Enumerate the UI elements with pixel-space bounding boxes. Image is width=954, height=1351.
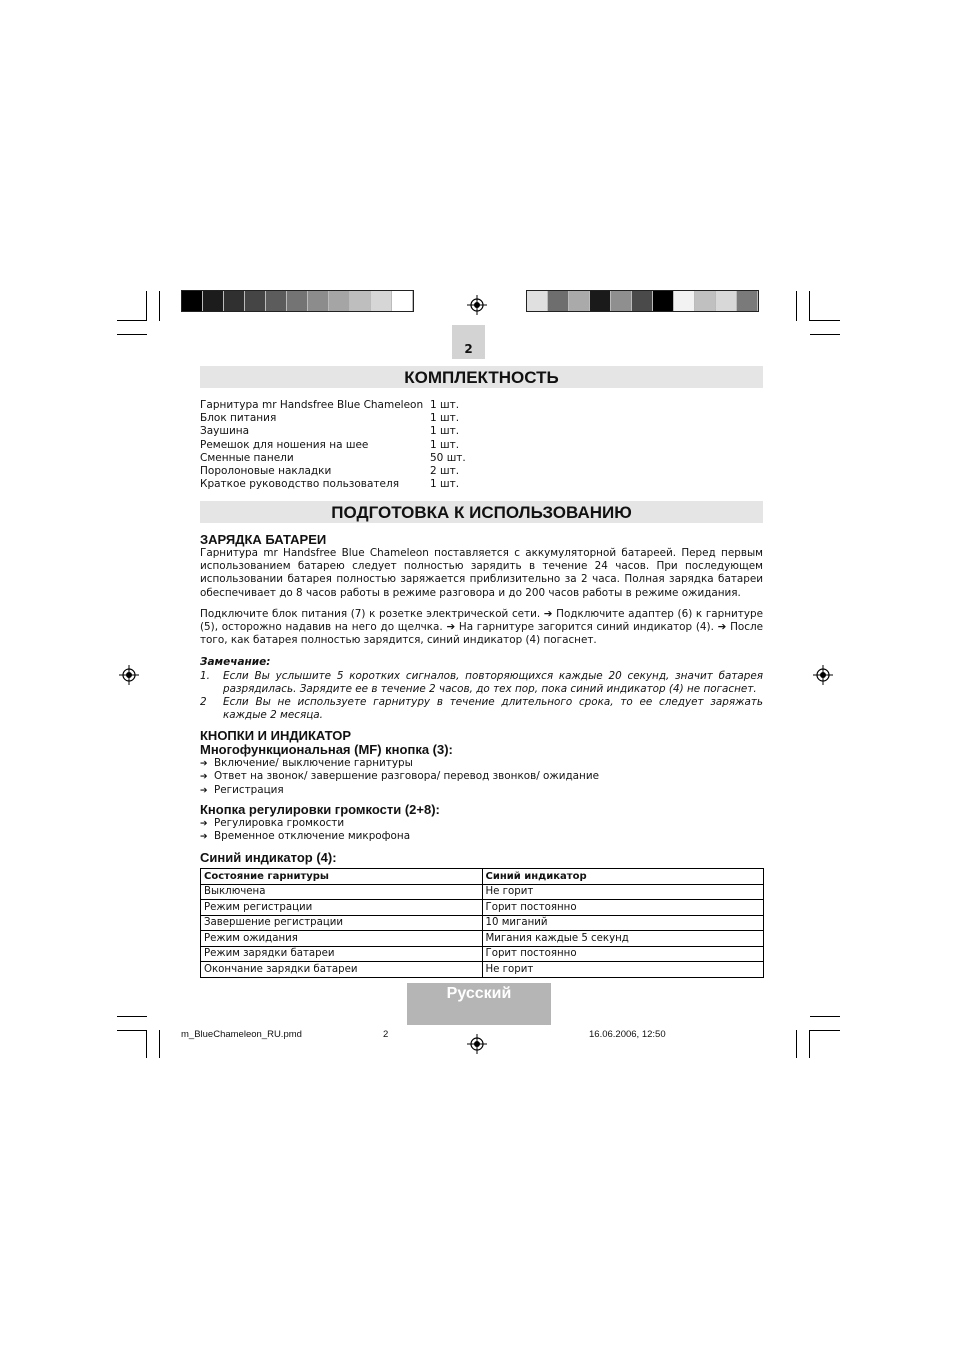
kit-item-name: Сменные панели (200, 451, 294, 464)
indicator-heading: Синий индикатор (4): (200, 850, 337, 865)
arrow-icon: ➔ (200, 772, 208, 783)
arrow-icon: ➔ (200, 785, 208, 796)
arrow-icon: ➔ (200, 832, 208, 843)
kit-item (200, 438, 460, 452)
crop-mark (117, 320, 147, 321)
color-swatch (287, 291, 308, 311)
table-cell: Горит постоянно (482, 900, 764, 916)
color-swatch (716, 291, 737, 311)
table-cell: Завершение регистрации (201, 915, 483, 931)
table-cell: Не горит (482, 884, 764, 900)
table-row (201, 962, 764, 978)
crop-mark (117, 1016, 147, 1017)
color-swatch (590, 291, 611, 311)
table-cell: Окончание зарядки батареи (201, 962, 483, 978)
color-swatch (266, 291, 287, 311)
table-row (201, 884, 764, 900)
buttons-heading: КНОПКИ И ИНДИКАТОР (200, 728, 352, 743)
kit-item-name: Краткое руководство пользователя (200, 478, 400, 491)
bullet-item (200, 757, 413, 771)
kit-item (200, 399, 460, 412)
color-swatch (308, 291, 329, 311)
kit-item-qty: 1 шт. (430, 425, 460, 438)
bullet-item (200, 817, 344, 831)
registration-mark-icon (813, 665, 833, 685)
page-number: 2 (452, 325, 485, 359)
table-header: Состояние гарнитуры (201, 869, 483, 885)
color-swatch (548, 291, 569, 311)
color-swatch (182, 291, 203, 311)
battery-heading: ЗАРЯДКА БАТАРЕИ (200, 532, 327, 547)
crop-mark (146, 1030, 147, 1058)
bullet-text: Регулировка громкости (214, 817, 345, 829)
color-swatch (527, 291, 548, 311)
kit-item-qty: 1 шт. (430, 438, 460, 451)
registration-mark-icon (119, 665, 139, 685)
kit-item-name: Блок питания (200, 412, 277, 425)
mf-heading: Многофункциональная (MF) кнопка (3): (200, 742, 453, 757)
note-text: Если Вы не используете гарнитуру в течение длительного срока, то ее следует заряжать каждые 2 месяца. (223, 696, 763, 721)
crop-mark (159, 291, 160, 321)
color-swatch (371, 291, 392, 311)
color-swatch (203, 291, 224, 311)
table-cell: Не горит (482, 962, 764, 978)
kit-item (200, 465, 460, 478)
registration-mark-icon (467, 1034, 487, 1054)
kit-item-name: Заушина (200, 425, 250, 438)
registration-mark-icon (467, 295, 487, 315)
kit-item-qty: 2 шт. (430, 465, 460, 477)
table-header-row (201, 869, 764, 885)
kit-item-qty: 1 шт. (430, 478, 460, 491)
note-number: 1. (200, 670, 210, 682)
bullet-text: Включение/ выключение гарнитуры (214, 757, 413, 769)
color-swatch (569, 291, 590, 311)
crop-mark (810, 1030, 840, 1031)
kit-item-qty: 1 шт. (430, 412, 460, 425)
bullet-item (200, 784, 284, 798)
color-swatch (611, 291, 632, 311)
table-row (201, 915, 764, 931)
connect-paragraph: Подключите блок питания (7) к розетке электрической сети. ➔ Подключите адаптер (6) к гарнитуре (5), осторожно надавив на него до щелчка. ➔ На гарнитуре загорится синий индикатор (4). ➔ После того, как батарея полностью зарядится, синий индикатор (4) погаснет. (200, 608, 763, 647)
section-title-preparation: ПОДГОТОВКА К ИСПОЛЬЗОВАНИЮ (200, 501, 763, 523)
crop-mark (159, 1030, 160, 1058)
kit-item (200, 412, 460, 425)
color-swatch (224, 291, 245, 311)
crop-mark (810, 334, 840, 335)
kit-item-qty: 1 шт. (430, 399, 460, 411)
note-number: 2 (200, 696, 207, 708)
note-item (200, 696, 763, 722)
note-title: Замечание: (200, 656, 271, 668)
language-tab: Русский (407, 983, 551, 1025)
indicator-table (200, 868, 764, 978)
table-cell: Режим регистрации (201, 900, 483, 916)
table-cell: 10 миганий (482, 915, 764, 931)
color-swatch (674, 291, 695, 311)
kit-item-qty: 50 шт. (430, 451, 466, 464)
note-item (200, 670, 763, 696)
crop-mark (796, 1030, 797, 1058)
color-swatch (632, 291, 653, 311)
footer-filename: m_BlueChameleon_RU.pmd (181, 1029, 302, 1040)
bullet-text: Регистрация (214, 783, 284, 796)
arrow-icon: ➔ (200, 759, 208, 769)
table-cell: Выключена (201, 884, 483, 900)
color-swatch (245, 291, 266, 311)
bullet-item (200, 830, 410, 844)
color-swatch (653, 291, 674, 311)
crop-mark (810, 320, 840, 321)
kit-item-name: Гарнитура mr Handsfree Blue Chameleon (200, 399, 424, 411)
crop-mark (809, 1030, 810, 1058)
kit-item (200, 478, 460, 491)
footer-datetime: 16.06.2006, 12:50 (589, 1029, 666, 1040)
kit-item-name: Ремешок для ношения на шее (200, 438, 369, 451)
table-cell: Режим ожидания (201, 931, 483, 947)
color-swatch (329, 291, 350, 311)
table-row (201, 900, 764, 916)
table-cell: Режим зарядки батареи (201, 946, 483, 962)
bullet-item (200, 770, 599, 784)
crop-mark (146, 291, 147, 321)
kit-item (200, 425, 460, 438)
crop-mark (809, 291, 810, 321)
arrow-icon: ➔ (200, 819, 208, 829)
color-bar-right (526, 290, 759, 312)
color-swatch (350, 291, 371, 311)
volume-heading: Кнопка регулировки громкости (2+8): (200, 802, 440, 817)
table-cell: Горит постоянно (482, 946, 764, 962)
note-text: Если Вы услышите 5 коротких сигналов, повторяющихся каждые 20 секунд, значит батарея разрядилась. Зарядите ее в течение 2 часов, до тех пор, пока синий индикатор (4) не погаснет. (223, 670, 763, 695)
crop-mark (810, 1016, 840, 1017)
color-swatch (737, 291, 758, 311)
table-cell: Мигания каждые 5 секунд (482, 931, 764, 947)
bullet-text: Ответ на звонок/ завершение разговора/ перевод звонков/ ожидание (214, 770, 599, 783)
kit-item (200, 451, 466, 465)
kit-item-name: Поролоновые накладки (200, 465, 332, 477)
crop-mark (796, 291, 797, 321)
footer-page: 2 (383, 1029, 389, 1040)
color-bar-left (181, 290, 414, 312)
crop-mark (117, 1030, 147, 1031)
battery-paragraph: Гарнитура mr Handsfree Blue Chameleon поставляется с аккумуляторной батареей. Перед первым использованием батарею следует полностью зарядить в течение 24 часов. При последующем использовании батарея полностью заряжается приблизительно за 2 часа. Полная зарядка батареи обеспечивает до 8 часов работы в режиме разговора и до 200 часов работы в режиме ожидания. (200, 547, 763, 599)
table-row (201, 931, 764, 947)
table-row (201, 946, 764, 962)
section-title-kit: КОМПЛЕКТНОСТЬ (200, 366, 763, 388)
crop-mark (117, 334, 147, 335)
color-swatch (392, 291, 413, 311)
table-header: Синий индикатор (482, 869, 764, 885)
bullet-text: Временное отключение микрофона (214, 830, 411, 843)
color-swatch (695, 291, 716, 311)
